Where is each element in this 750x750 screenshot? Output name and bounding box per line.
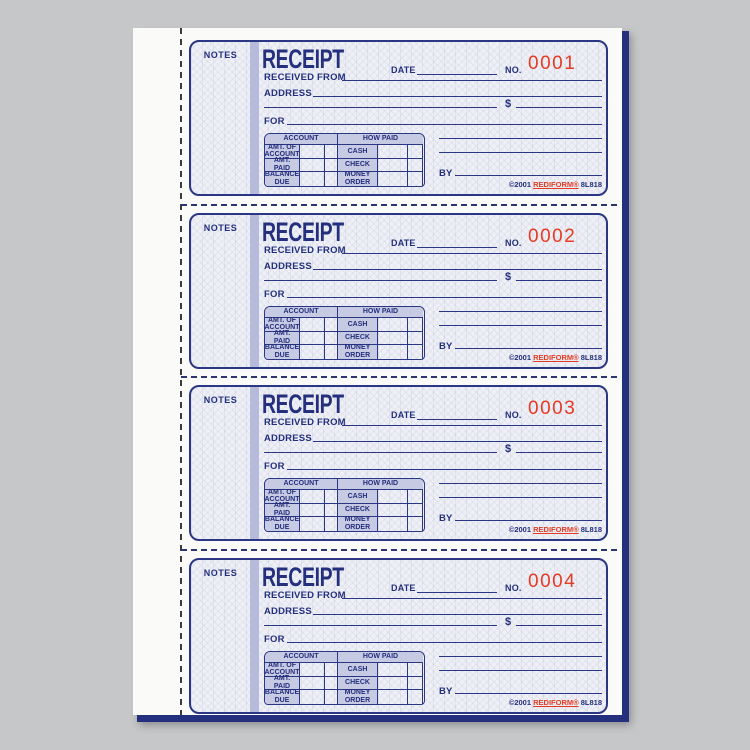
received-from-blank-line [342, 70, 602, 81]
receipt-no-label: NO. [505, 583, 522, 593]
address-label: ADDRESS [264, 433, 312, 444]
cents-cell [325, 677, 338, 691]
amount-blank-line [516, 442, 602, 453]
amount-cell [378, 504, 408, 518]
address-label: ADDRESS [264, 261, 312, 272]
amount-cell [378, 490, 408, 504]
amount-cell [378, 677, 408, 691]
amount-blank-line [516, 97, 602, 108]
amt-paid-label: AMT. PAID [265, 677, 300, 691]
by-blank-line [455, 166, 602, 176]
receipt-form [189, 213, 608, 369]
side-blank-line [439, 128, 602, 139]
amt-paid-label: AMT. PAID [265, 504, 300, 518]
cash-label: CASH [338, 663, 378, 677]
for-blank-line [287, 459, 602, 470]
date-label: DATE [391, 65, 416, 75]
date-label: DATE [391, 583, 416, 593]
by-blank-line [455, 684, 602, 694]
address-blank-line [313, 259, 602, 270]
payment-table [264, 133, 425, 187]
amt-paid-label: AMT. PAID [265, 332, 300, 346]
amount-cell [300, 172, 325, 186]
amt-of-account-label: AMT. OF ACCOUNT [264, 143, 300, 159]
receipt-form [189, 40, 608, 196]
for-blank-line [287, 632, 602, 643]
check-label: CHECK [338, 159, 378, 173]
dollar-sign: $ [505, 98, 512, 110]
rediform-brand: REDIFORM® [533, 180, 579, 189]
for-blank-line [287, 114, 602, 125]
cents-cell [325, 332, 338, 346]
perforation-dashed-line [180, 28, 182, 715]
cents-cell [325, 159, 338, 173]
cents-cell [325, 345, 338, 359]
cents-cell [408, 517, 423, 531]
amount-blank-line [516, 615, 602, 626]
received-from-blank-line [342, 415, 602, 426]
margin-stub-stripe [250, 42, 259, 194]
address-blank-line [313, 86, 602, 97]
cents-cell [325, 504, 338, 518]
receipt-no-label: NO. [505, 238, 522, 248]
amount-cell [300, 690, 325, 704]
address-label: ADDRESS [264, 606, 312, 617]
amount-cell [300, 345, 325, 359]
balance-due-label: BALANCE DUE [264, 516, 300, 531]
copyright-line [429, 353, 602, 362]
amt-paid-label: AMT. PAID [265, 159, 300, 173]
cents-cell [325, 663, 338, 677]
address-blank-line [313, 431, 602, 442]
for-label: FOR [264, 116, 285, 127]
received-from-label: RECEIVED FROM [264, 72, 346, 83]
side-blank-line [439, 473, 602, 484]
cents-cell [325, 145, 338, 159]
cents-cell [325, 490, 338, 504]
side-blank-line [439, 301, 602, 312]
how-paid-column-header: HOW PAID [338, 307, 423, 318]
cents-cell [408, 504, 423, 518]
received-from-blank-line [342, 588, 602, 599]
payment-table [264, 651, 425, 705]
amount-cell [300, 318, 325, 332]
amount-cell [378, 663, 408, 677]
cents-cell [408, 159, 423, 173]
how-paid-column-header: HOW PAID [338, 652, 423, 663]
margin-stub-stripe [250, 387, 259, 539]
received-from-label: RECEIVED FROM [264, 245, 346, 256]
amount-cell [378, 145, 408, 159]
rediform-brand: REDIFORM® [533, 698, 579, 707]
cents-cell [325, 318, 338, 332]
amount-cell [378, 332, 408, 346]
address-label: ADDRESS [264, 88, 312, 99]
amount-cell [300, 159, 325, 173]
receipt-title: RECEIPT [262, 389, 344, 419]
by-blank-line [455, 339, 602, 349]
notes-label: NOTES [203, 395, 238, 405]
cents-cell [408, 318, 423, 332]
copyright-prefix: ©2001 [508, 353, 534, 362]
money-order-label: MONEY ORDER [338, 345, 378, 359]
address-blank-line [313, 604, 602, 615]
for-blank-line [287, 287, 602, 298]
payment-table [264, 306, 425, 360]
date-label: DATE [391, 238, 416, 248]
side-blank-line [439, 142, 602, 153]
receipt-title: RECEIPT [262, 562, 344, 592]
how-paid-column-header: HOW PAID [338, 479, 423, 490]
cents-cell [408, 663, 423, 677]
cash-label: CASH [338, 490, 378, 504]
side-blank-line [439, 646, 602, 657]
product-code: 8L818 [578, 180, 602, 189]
amount-cell [378, 159, 408, 173]
amount-cell [378, 517, 408, 531]
receipt-no-label: NO. [505, 410, 522, 420]
rediform-brand: REDIFORM® [533, 353, 579, 362]
margin-stub-stripe [250, 215, 259, 367]
cents-cell [325, 517, 338, 531]
tear-line-separator [181, 549, 618, 551]
cents-cell [325, 172, 338, 186]
copyright-prefix: ©2001 [508, 180, 534, 189]
amount-cell [300, 490, 325, 504]
copyright-line [429, 698, 602, 707]
receipt-book-page [133, 28, 622, 715]
tear-line-separator [181, 376, 618, 378]
amount-cell [300, 504, 325, 518]
amount-cell [300, 517, 325, 531]
for-label: FOR [264, 289, 285, 300]
cents-cell [408, 145, 423, 159]
amt-of-account-label: AMT. OF ACCOUNT [264, 488, 300, 504]
receipt-title: RECEIPT [262, 217, 344, 247]
rediform-brand: REDIFORM® [533, 525, 579, 534]
how-paid-column-header: HOW PAID [338, 134, 423, 145]
amount-cell [300, 677, 325, 691]
amount-words-blank-line [264, 442, 497, 453]
money-order-label: MONEY ORDER [338, 690, 378, 704]
check-label: CHECK [338, 332, 378, 346]
amount-words-blank-line [264, 270, 497, 281]
balance-due-label: BALANCE DUE [264, 171, 300, 186]
cents-cell [408, 332, 423, 346]
receipt-no-label: NO. [505, 65, 522, 75]
cents-cell [325, 690, 338, 704]
cash-label: CASH [338, 145, 378, 159]
date-label: DATE [391, 410, 416, 420]
received-from-blank-line [342, 243, 602, 254]
dollar-sign: $ [505, 443, 512, 455]
product-code: 8L818 [578, 353, 602, 362]
money-order-label: MONEY ORDER [338, 517, 378, 531]
product-code: 8L818 [578, 525, 602, 534]
receipt-title: RECEIPT [262, 44, 344, 74]
by-label: BY [439, 513, 453, 524]
dollar-sign: $ [505, 271, 512, 283]
amount-cell [300, 145, 325, 159]
product-code: 8L818 [578, 698, 602, 707]
payment-table [264, 478, 425, 532]
account-column-header: ACCOUNT [265, 479, 338, 490]
amount-blank-line [516, 270, 602, 281]
check-label: CHECK [338, 677, 378, 691]
notes-label: NOTES [203, 568, 238, 578]
account-column-header: ACCOUNT [265, 307, 338, 318]
by-label: BY [439, 168, 453, 179]
receipt-number: 0002 [528, 226, 577, 247]
side-blank-line [439, 315, 602, 326]
receipt-number: 0001 [528, 53, 577, 74]
amount-words-blank-line [264, 97, 497, 108]
notes-label: NOTES [203, 223, 238, 233]
received-from-label: RECEIVED FROM [264, 590, 346, 601]
for-label: FOR [264, 461, 285, 472]
receipt-form [189, 558, 608, 714]
balance-due-label: BALANCE DUE [264, 344, 300, 359]
receipt-form [189, 385, 608, 541]
cents-cell [408, 345, 423, 359]
amount-cell [300, 663, 325, 677]
notes-label: NOTES [203, 50, 238, 60]
cents-cell [408, 490, 423, 504]
amount-cell [378, 345, 408, 359]
received-from-label: RECEIVED FROM [264, 417, 346, 428]
amount-cell [378, 690, 408, 704]
margin-stub-stripe [250, 560, 259, 712]
copyright-prefix: ©2001 [508, 525, 534, 534]
amt-of-account-label: AMT. OF ACCOUNT [264, 316, 300, 332]
side-blank-line [439, 660, 602, 671]
cash-label: CASH [338, 318, 378, 332]
amount-cell [378, 172, 408, 186]
copyright-line [429, 180, 602, 189]
side-blank-line [439, 487, 602, 498]
amount-cell [378, 318, 408, 332]
by-label: BY [439, 341, 453, 352]
receipt-number: 0003 [528, 398, 577, 419]
check-label: CHECK [338, 504, 378, 518]
by-blank-line [455, 511, 602, 521]
account-column-header: ACCOUNT [265, 134, 338, 145]
cents-cell [408, 677, 423, 691]
balance-due-label: BALANCE DUE [264, 689, 300, 704]
dollar-sign: $ [505, 616, 512, 628]
amount-cell [300, 332, 325, 346]
copyright-prefix: ©2001 [508, 698, 534, 707]
copyright-line [429, 525, 602, 534]
tear-line-separator [181, 204, 618, 206]
account-column-header: ACCOUNT [265, 652, 338, 663]
receipt-number: 0004 [528, 571, 577, 592]
cents-cell [408, 690, 423, 704]
for-label: FOR [264, 634, 285, 645]
cents-cell [408, 172, 423, 186]
amt-of-account-label: AMT. OF ACCOUNT [264, 661, 300, 677]
money-order-label: MONEY ORDER [338, 172, 378, 186]
amount-words-blank-line [264, 615, 497, 626]
by-label: BY [439, 686, 453, 697]
